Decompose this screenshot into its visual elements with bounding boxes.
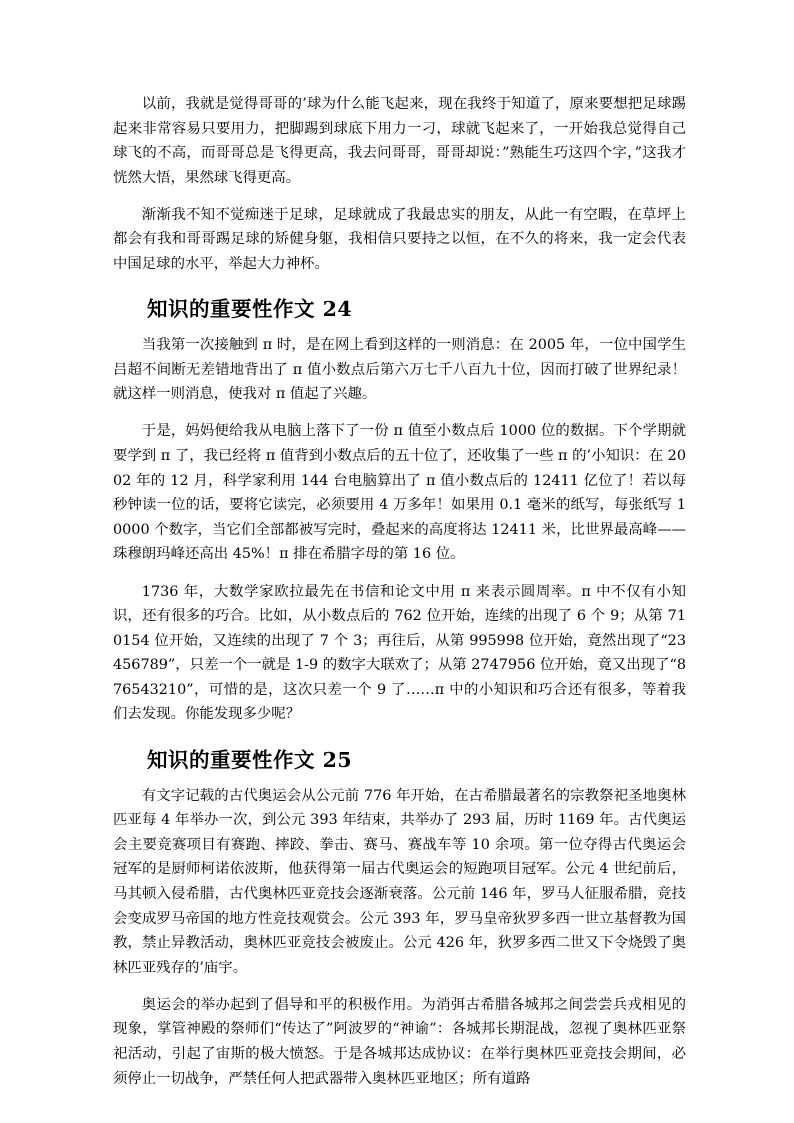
paragraph: 于是，妈妈便给我从电脑上落下了一份 π 值至小数点后 1000 位的数据。下个学期就要学到 π 了，我已经将 π 值背到小数点后的五十位了，还收集了一些 π 的’小知识：在 2002 年的 12 月，科学家利用 144 台电脑算出了 π 值小数点后的 12411 亿位了！若以每秒钟读一位的话，要将它读完，必须要用 4 万多年！如果用 0.1 毫米的纸写，每张纸写 10000 个数字，当它们全部都被写完时，叠起来的高度将达 12411 米，比世界最高峰——珠穆朗玛峰还高出 45%！π 排在希腊字母的第 16 位。 [113, 423, 686, 563]
paragraph: 有文字记载的古代奥运会从公元前 776 年开始，在古希腊最著名的宗教祭祀圣地奥林匹亚每 4 年举办一次，到公元 393 年结束，共举办了 293 届，历时 1169 年。古代奥运会主要竞赛项目有赛跑、摔跤、拳击、赛马、赛战车等 10 余项。第一位夺得古代奥运会冠军的是厨师柯诺依波斯，他获得第一届古代奥运会的短跑项目冠军。公元 4 世纪前后，马其顿入侵希腊，古代奥林匹亚竞技会逐渐衰落。公元前 146 年，罗马人征服希腊，竞技会变成罗马帝国的地方性竞技观赏会。公元 393 年，罗马皇帝狄罗多西一世立基督教为国教，禁止异教活动，奥林匹亚竞技会被废止。公元 426 年，狄罗多西二世又下令烧毁了奥林匹亚残存的’庙宇。 [113, 787, 686, 976]
paragraph: 奥运会的举办起到了倡导和平的积极作用。为消弭古希腊各城邦之间尝尝兵戎相见的现象，掌管神殿的祭师们“传达了”阿波罗的“神谕”：各城邦长期混战，忽视了奥林匹亚祭祀活动，引起了宙斯的极大愤怒。于是各城邦达成协议：在举行奥林匹亚竞技会期间，必须停止一切战争，严禁任何人把武器带入奥林匹亚地区；所有道路 [113, 996, 686, 1087]
section-heading: 知识的重要性作文 24 [147, 297, 353, 322]
section-heading: 知识的重要性作文 25 [147, 747, 353, 772]
paragraph: 渐渐我不知不觉痴迷于足球，足球就成了我最忠实的朋友，从此一有空暇，在草坪上都会有我和哥哥踢足球的矫健身躯，我相信只要持之以恒，在不久的将来，我一定会代表中国足球的水平，举起大力神杯。 [113, 206, 686, 273]
paragraph: 1736 年，大数学家欧拉最先在书信和论文中用 π 来表示圆周率。π 中不仅有小知识，还有很多的巧合。比如，从小数点后的 762 位开始，连续的出现了 6 个 9；从第 710154 位开始，又连续的出现了 7 个 3；再往后，从第 995998 位开始，竟然出现了“23456789”，只差一个一就是 1-9 的数字大联欢了；从第 2747956 位开始，竟又出现了“876543210”，可惜的是，这次只差一个 9 了……π 中的小知识和巧合还有很多，等着我们去发现。你能发现多少呢？ [113, 583, 686, 723]
paragraph: 当我第一次接触到 π 时，是在网上看到这样的一则消息：在 2005 年，一位中国学生吕超不间断无差错地背出了 π 值小数点后第六万七千八百九十位，因而打破了世界纪录！就这样一则消息，使我对 π 值起了兴趣。 [113, 337, 686, 403]
document-page [113, 92, 686, 1104]
paragraph: 以前，我就是觉得哥哥的’球为什么能飞起来，现在我终于知道了，原来要想把足球踢起来非常容易只要用力，把脚踢到球底下用力一刁，球就飞起来了，一开始我总觉得自己球飞的不高，而哥哥总是飞得更高，我去问哥哥，哥哥却说：”熟能生巧这四个字，”这我才恍然大悟，果然球飞得更高。 [113, 96, 686, 186]
